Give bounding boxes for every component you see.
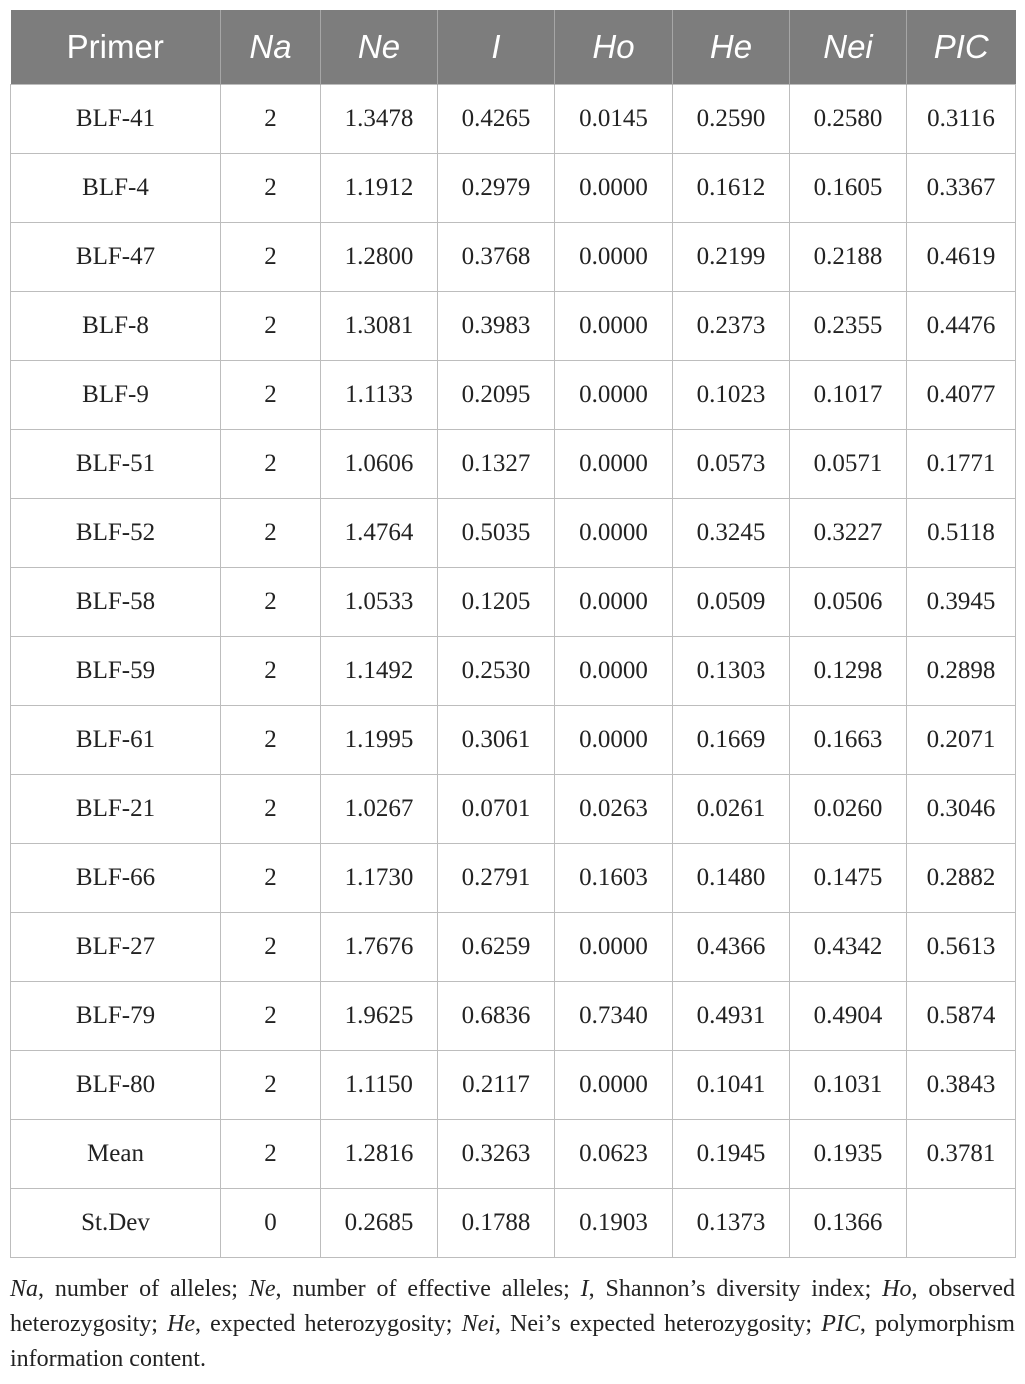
value-cell: 0.3116 <box>907 85 1016 154</box>
value-cell: 0.0000 <box>555 706 673 775</box>
value-cell: 0.0000 <box>555 913 673 982</box>
value-cell: 0.5118 <box>907 499 1016 568</box>
table-row <box>11 1189 1016 1258</box>
value-cell: 0.2590 <box>673 85 790 154</box>
value-cell: 0.2373 <box>673 292 790 361</box>
table-row <box>11 430 1016 499</box>
value-cell: 0.1945 <box>673 1120 790 1189</box>
value-cell: 0.1788 <box>438 1189 555 1258</box>
value-cell: 0.0623 <box>555 1120 673 1189</box>
value-cell: 0.2979 <box>438 154 555 223</box>
value-cell: 1.0606 <box>321 430 438 499</box>
header-row <box>11 10 1016 85</box>
primer-cell: BLF-8 <box>11 292 221 361</box>
value-cell: 1.3081 <box>321 292 438 361</box>
value-cell: 2 <box>221 292 321 361</box>
value-cell: 0.4342 <box>790 913 907 982</box>
value-cell: 0.3843 <box>907 1051 1016 1120</box>
table-row <box>11 1120 1016 1189</box>
value-cell: 0.2071 <box>907 706 1016 775</box>
value-cell: 0.1298 <box>790 637 907 706</box>
primer-cell: BLF-58 <box>11 568 221 637</box>
table-row <box>11 292 1016 361</box>
value-cell: 2 <box>221 1051 321 1120</box>
value-cell: 0.1605 <box>790 154 907 223</box>
primer-cell: BLF-80 <box>11 1051 221 1120</box>
value-cell: 1.1492 <box>321 637 438 706</box>
footnote-description: , observed heterozygosity; <box>10 1276 1015 1337</box>
value-cell: 0.2882 <box>907 844 1016 913</box>
value-cell: 0.0000 <box>555 637 673 706</box>
value-cell: 0.3781 <box>907 1120 1016 1189</box>
value-cell: 1.7676 <box>321 913 438 982</box>
value-cell: 1.2816 <box>321 1120 438 1189</box>
value-cell: 0.6259 <box>438 913 555 982</box>
table-header <box>11 10 1016 85</box>
primer-cell: BLF-52 <box>11 499 221 568</box>
value-cell: 2 <box>221 430 321 499</box>
footnote-term: Ho <box>882 1276 912 1302</box>
footnote-term: I <box>580 1276 589 1302</box>
value-cell: 0.0000 <box>555 499 673 568</box>
column-header-na: Na <box>221 10 321 85</box>
value-cell: 1.1730 <box>321 844 438 913</box>
primer-cell: BLF-79 <box>11 982 221 1051</box>
value-cell: 0.1903 <box>555 1189 673 1258</box>
value-cell: 0.2188 <box>790 223 907 292</box>
value-cell: 0.1366 <box>790 1189 907 1258</box>
value-cell: 0.2791 <box>438 844 555 913</box>
value-cell: 1.2800 <box>321 223 438 292</box>
table-container <box>10 10 1015 1377</box>
value-cell: 0.1935 <box>790 1120 907 1189</box>
value-cell: 1.9625 <box>321 982 438 1051</box>
value-cell: 1.3478 <box>321 85 438 154</box>
value-cell: 2 <box>221 223 321 292</box>
value-cell: 1.0267 <box>321 775 438 844</box>
table-row <box>11 637 1016 706</box>
value-cell: 2 <box>221 706 321 775</box>
value-cell: 2 <box>221 361 321 430</box>
column-header-i: I <box>438 10 555 85</box>
value-cell: 0.1480 <box>673 844 790 913</box>
table-row <box>11 913 1016 982</box>
value-cell: 0.1475 <box>790 844 907 913</box>
value-cell: 2 <box>221 85 321 154</box>
primer-cell: BLF-9 <box>11 361 221 430</box>
value-cell: 0.0573 <box>673 430 790 499</box>
value-cell: 0.1669 <box>673 706 790 775</box>
value-cell: 0.4476 <box>907 292 1016 361</box>
footnote-description: , polymorphism information content. <box>10 1311 1015 1372</box>
table-body <box>11 85 1016 1258</box>
value-cell: 2 <box>221 775 321 844</box>
column-header-pic: PIC <box>907 10 1016 85</box>
value-cell: 2 <box>221 1120 321 1189</box>
value-cell: 0.2898 <box>907 637 1016 706</box>
value-cell: 0.1303 <box>673 637 790 706</box>
value-cell: 0.2580 <box>790 85 907 154</box>
value-cell: 1.4764 <box>321 499 438 568</box>
primer-cell: Mean <box>11 1120 221 1189</box>
value-cell: 0.0701 <box>438 775 555 844</box>
value-cell: 0.2530 <box>438 637 555 706</box>
value-cell: 0.1771 <box>907 430 1016 499</box>
footnote-description: , number of alleles; <box>38 1276 249 1302</box>
value-cell: 0.0000 <box>555 430 673 499</box>
value-cell: 0.1373 <box>673 1189 790 1258</box>
primer-cell: BLF-21 <box>11 775 221 844</box>
footnote-description: , Nei’s expected heterozygosity; <box>494 1311 822 1337</box>
value-cell: 0.1031 <box>790 1051 907 1120</box>
primer-cell: BLF-27 <box>11 913 221 982</box>
value-cell: 0.3983 <box>438 292 555 361</box>
footnote-description: , expected heterozygosity; <box>195 1311 462 1337</box>
value-cell: 0.7340 <box>555 982 673 1051</box>
primer-cell: BLF-61 <box>11 706 221 775</box>
value-cell: 0.4366 <box>673 913 790 982</box>
value-cell: 0.1612 <box>673 154 790 223</box>
table-row <box>11 154 1016 223</box>
primer-cell: BLF-51 <box>11 430 221 499</box>
column-header-ne: Ne <box>321 10 438 85</box>
value-cell: 0.3046 <box>907 775 1016 844</box>
table-footnote <box>10 1272 1015 1377</box>
footnote-term: He <box>167 1311 196 1337</box>
value-cell: 2 <box>221 499 321 568</box>
value-cell: 0.2355 <box>790 292 907 361</box>
value-cell: 0.4619 <box>907 223 1016 292</box>
value-cell: 1.1150 <box>321 1051 438 1120</box>
value-cell: 0.3227 <box>790 499 907 568</box>
primer-cell: BLF-4 <box>11 154 221 223</box>
footnote-term: Nei <box>461 1311 495 1337</box>
value-cell: 2 <box>221 568 321 637</box>
value-cell: 0.2685 <box>321 1189 438 1258</box>
table-row <box>11 499 1016 568</box>
table-row <box>11 568 1016 637</box>
table-row <box>11 223 1016 292</box>
value-cell: 0.0506 <box>790 568 907 637</box>
value-cell: 0.5035 <box>438 499 555 568</box>
value-cell: 0.2095 <box>438 361 555 430</box>
value-cell: 0.4265 <box>438 85 555 154</box>
value-cell: 1.1133 <box>321 361 438 430</box>
primer-cell: St.Dev <box>11 1189 221 1258</box>
value-cell: 0.0509 <box>673 568 790 637</box>
value-cell: 0.1017 <box>790 361 907 430</box>
value-cell: 0.0000 <box>555 154 673 223</box>
value-cell: 0.5613 <box>907 913 1016 982</box>
genetic-diversity-table <box>10 10 1016 1258</box>
value-cell: 1.1912 <box>321 154 438 223</box>
value-cell: 0.4077 <box>907 361 1016 430</box>
table-row <box>11 706 1016 775</box>
value-cell: 0.0000 <box>555 292 673 361</box>
primer-cell: BLF-66 <box>11 844 221 913</box>
column-header-he: He <box>673 10 790 85</box>
table-row <box>11 361 1016 430</box>
value-cell: 0.0000 <box>555 568 673 637</box>
table-row <box>11 85 1016 154</box>
value-cell: 0.0263 <box>555 775 673 844</box>
value-cell: 0.4931 <box>673 982 790 1051</box>
value-cell: 0.0000 <box>555 223 673 292</box>
value-cell: 0.0000 <box>555 1051 673 1120</box>
value-cell: 0.0571 <box>790 430 907 499</box>
value-cell: 0.3945 <box>907 568 1016 637</box>
value-cell: 0.2199 <box>673 223 790 292</box>
footnote-term: Ne <box>248 1276 276 1302</box>
column-header-ho: Ho <box>555 10 673 85</box>
column-header-nei: Nei <box>790 10 907 85</box>
value-cell: 2 <box>221 982 321 1051</box>
footnote-description: , number of effective alleles; <box>275 1276 581 1302</box>
table-row <box>11 844 1016 913</box>
footnote-term: Na <box>10 1276 39 1302</box>
value-cell: 0.3367 <box>907 154 1016 223</box>
value-cell: 0.1603 <box>555 844 673 913</box>
footnote-term: PIC <box>821 1311 860 1337</box>
value-cell: 0.5874 <box>907 982 1016 1051</box>
value-cell: 0.3061 <box>438 706 555 775</box>
value-cell: 2 <box>221 913 321 982</box>
table-row <box>11 982 1016 1051</box>
value-cell: 0.1041 <box>673 1051 790 1120</box>
value-cell: 0.0261 <box>673 775 790 844</box>
value-cell: 0.1327 <box>438 430 555 499</box>
primer-cell: BLF-47 <box>11 223 221 292</box>
value-cell: 0.3263 <box>438 1120 555 1189</box>
value-cell: 0.0000 <box>555 361 673 430</box>
value-cell: 0.3245 <box>673 499 790 568</box>
value-cell: 2 <box>221 154 321 223</box>
primer-cell: BLF-41 <box>11 85 221 154</box>
value-cell: 0.1205 <box>438 568 555 637</box>
value-cell: 0.1663 <box>790 706 907 775</box>
table-row <box>11 775 1016 844</box>
primer-cell: BLF-59 <box>11 637 221 706</box>
column-header-primer: Primer <box>11 10 221 85</box>
value-cell: 0.4904 <box>790 982 907 1051</box>
value-cell: 2 <box>221 844 321 913</box>
value-cell: 0 <box>221 1189 321 1258</box>
value-cell: 0.6836 <box>438 982 555 1051</box>
value-cell: 0.3768 <box>438 223 555 292</box>
value-cell: 1.1995 <box>321 706 438 775</box>
value-cell <box>907 1189 1016 1258</box>
value-cell: 1.0533 <box>321 568 438 637</box>
value-cell: 0.2117 <box>438 1051 555 1120</box>
value-cell: 2 <box>221 637 321 706</box>
footnote-description: , Shannon’s diversity index; <box>588 1276 883 1302</box>
value-cell: 0.0145 <box>555 85 673 154</box>
value-cell: 0.0260 <box>790 775 907 844</box>
value-cell: 0.1023 <box>673 361 790 430</box>
table-row <box>11 1051 1016 1120</box>
